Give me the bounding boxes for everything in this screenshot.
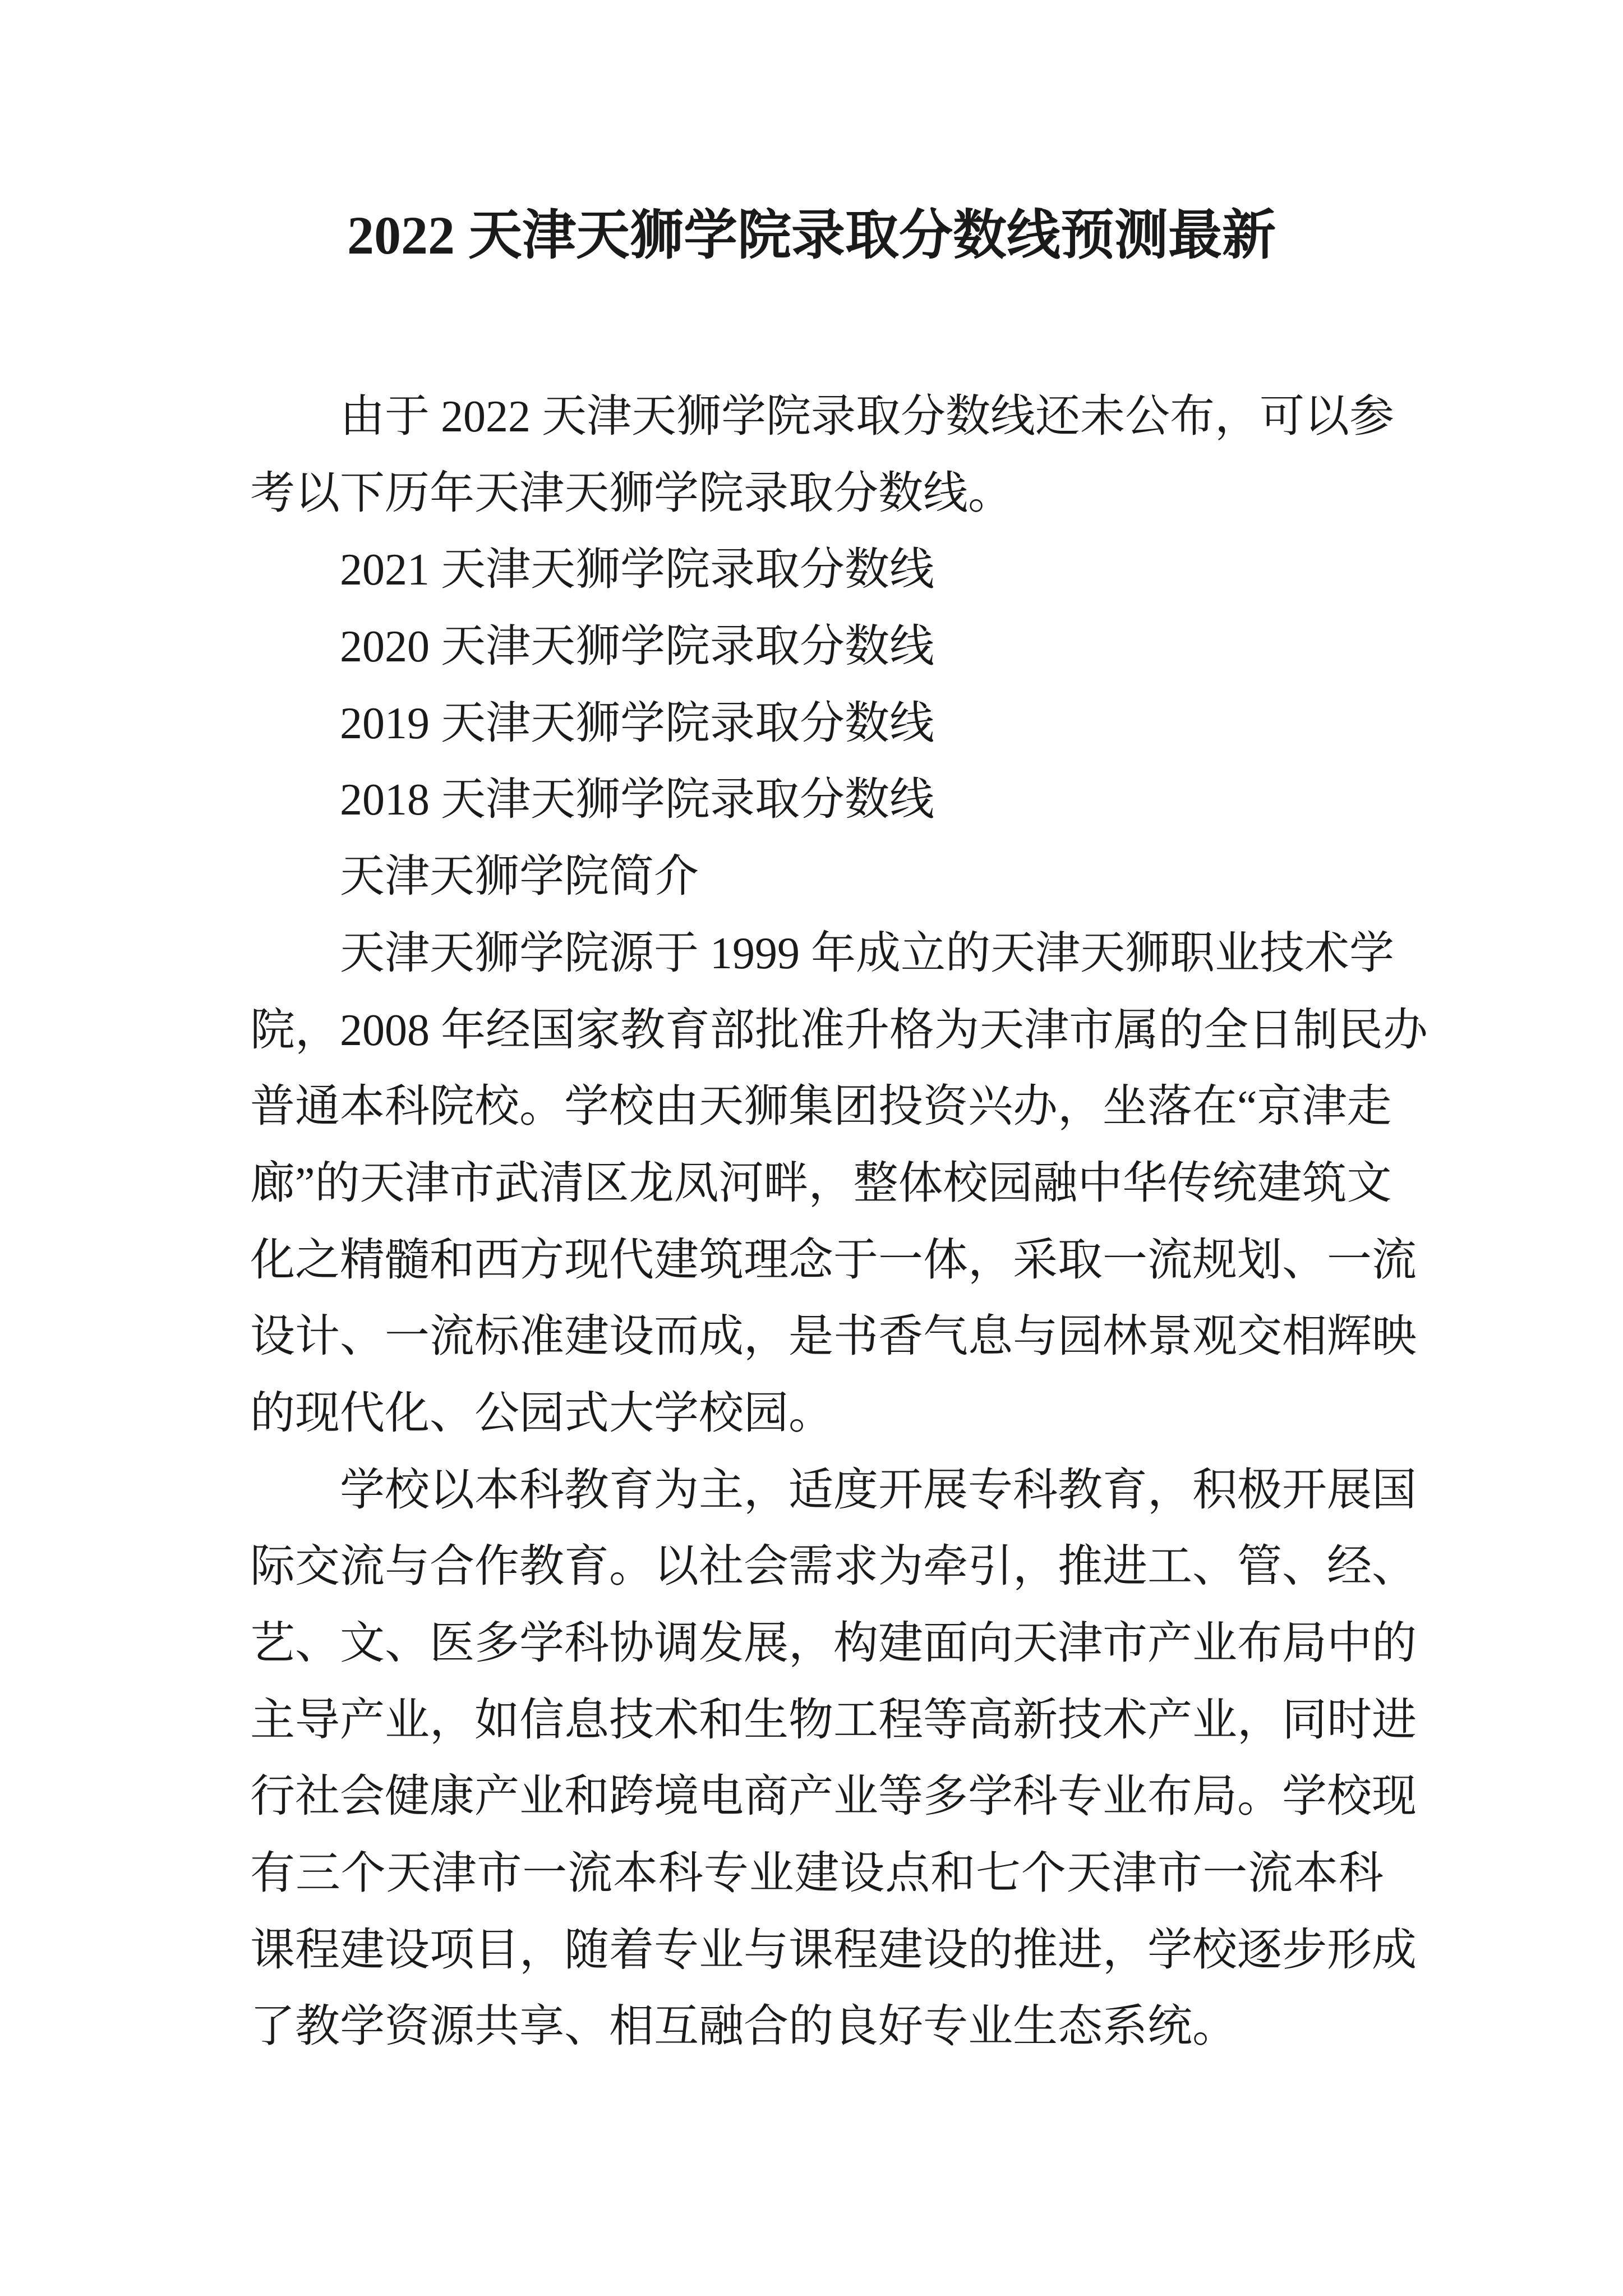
text-line: 天津天狮学院源于 1999 年成立的天津天狮职业技术学 — [340, 928, 1394, 978]
paragraph — [250, 379, 1394, 532]
paragraph — [250, 685, 1384, 762]
paragraph — [250, 609, 1384, 685]
text-line: 天津天狮学院简介 — [340, 852, 699, 902]
text-line: 2021 天津天狮学院录取分数线 — [340, 545, 934, 595]
text-line: 2019 天津天狮学院录取分数线 — [340, 698, 934, 748]
text-line: 艺、文、医多学科协调发展，构建面向天津市产业布局中的 — [250, 1619, 1417, 1668]
text-line: 课程建设项目，随着专业与课程建设的推进，学校逐步形成 — [250, 1925, 1417, 1975]
text-line: 主导产业，如信息技术和生物工程等高新技术产业，同时进 — [250, 1695, 1417, 1745]
paragraph — [250, 1452, 1417, 2066]
text-line: 的现代化、公园式大学校园。 — [250, 1388, 833, 1438]
text-line: 考以下历年天津天狮学院录取分数线。 — [250, 468, 1013, 518]
text-line: 院，2008 年经国家教育部批准升格为天津市属的全日制民办 — [250, 1005, 1428, 1055]
text-line: 有三个天津市一流本科专业建设点和七个天津市一流本科 — [250, 1849, 1384, 1899]
text-line: 了教学资源共享、相互融合的良好专业生态系统。 — [250, 2002, 1237, 2052]
text-line: 设计、一流标准建设而成，是书香气息与园林景观交相辉映 — [250, 1312, 1417, 1362]
text-line: 2020 天津天狮学院录取分数线 — [340, 622, 934, 672]
paragraph — [250, 762, 1384, 839]
text-line: 化之精髓和西方现代建筑理念于一体，采取一流规划、一流 — [250, 1235, 1417, 1285]
text-line: 廊”的天津市武清区龙凤河畔，整体校园融中华传统建筑文 — [250, 1158, 1392, 1208]
paragraph — [250, 915, 1428, 1452]
text-line: 行社会健康产业和跨境电商产业等多学科专业布局。学校现 — [250, 1772, 1417, 1822]
text-line: 学校以本科教育为主，适度开展专科教育，积极开展国 — [340, 1465, 1417, 1515]
paragraph — [250, 532, 1384, 609]
paragraph — [250, 839, 1384, 915]
text-line: 2018 天津天狮学院录取分数线 — [340, 775, 934, 825]
text-line: 由于 2022 天津天狮学院录取分数线还未公布，可以参 — [340, 392, 1394, 441]
text-line: 普通本科院校。学校由天狮集团投资兴办，坐落在“京津走 — [250, 1082, 1392, 1132]
text-line: 际交流与合作教育。以社会需求为牵引，推进工、管、经、 — [250, 1542, 1417, 1592]
document-body — [250, 379, 1428, 2065]
document-title: 2022 天津天狮学院录取分数线预测最新 — [347, 205, 1276, 265]
